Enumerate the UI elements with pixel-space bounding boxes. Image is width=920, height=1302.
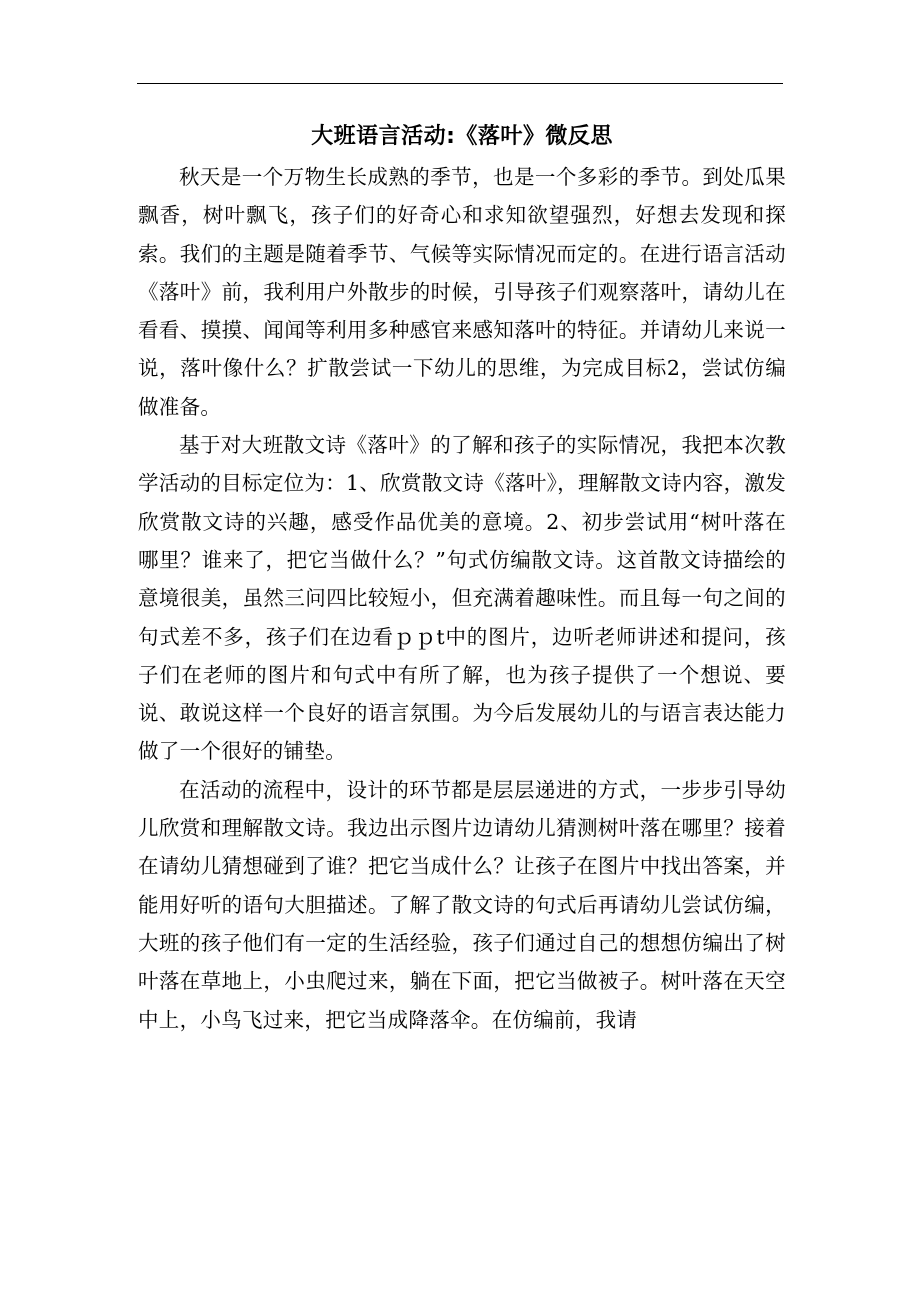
header-rule [137, 83, 783, 84]
paragraph-3: 在活动的流程中，设计的环节都是层层递进的方式，一步步引导幼儿欣赏和理解散文诗。我边出示图片边请幼儿猜测树叶落在哪里？接着在请幼儿猜想碰到了谁？把它当成什么？让孩子在图片中找出答案，并能用好听的语句大胆描述。了解了散文诗的句式后再请幼儿尝试仿编，大班的孩子他们有一定的生活经验，孩子们通过自己的想想仿编出了树叶落在草地上，小虫爬过来，躺在下面，把它当做被子。树叶落在天空中上，小鸟飞过来，把它当成降落伞。在仿编前，我请 [138, 777, 786, 1032]
paragraph-2: 基于对大班散文诗《落叶》的了解和孩子的实际情况，我把本次教学活动的目标定位为：1、欣赏散文诗《落叶》，理解散文诗内容，激发欣赏散文诗的兴趣，感受作品优美的意境。2、初步尝试用“树叶落在哪里？谁来了，把它当做什么？”句式仿编散文诗。这首散文诗描绘的意境很美，虽然三问四比较短小，但充满着趣味性。而且每一句之间的句式差不多，孩子们在边看ｐｐt中的图片，边听老师讲述和提问，孩子们在老师的图片和句式中有所了解，也为孩子提供了一个想说、要说、敢说这样一个良好的语言氛围。为今后发展幼儿的与语言表达能力做了一个很好的铺垫。 [138, 433, 786, 764]
document-body [138, 116, 786, 1039]
paragraph-1: 秋天是一个万物生长成熟的季节，也是一个多彩的季节。到处瓜果飘香，树叶飘飞，孩子们的好奇心和求知欲望强烈，好想去发现和探索。我们的主题是随着季节、气候等实际情况而定的。在进行语言活动《落叶》前，我利用户外散步的时候，引导孩子们观察落叶，请幼儿在看看、摸摸、闻闻等利用多种感官来感知落叶的特征。并请幼儿来说一说，落叶像什么？扩散尝试一下幼儿的思维，为完成目标2，尝试仿编做准备。 [138, 165, 786, 419]
document-title: 大班语言活动:《落叶》微反思 [311, 124, 613, 149]
